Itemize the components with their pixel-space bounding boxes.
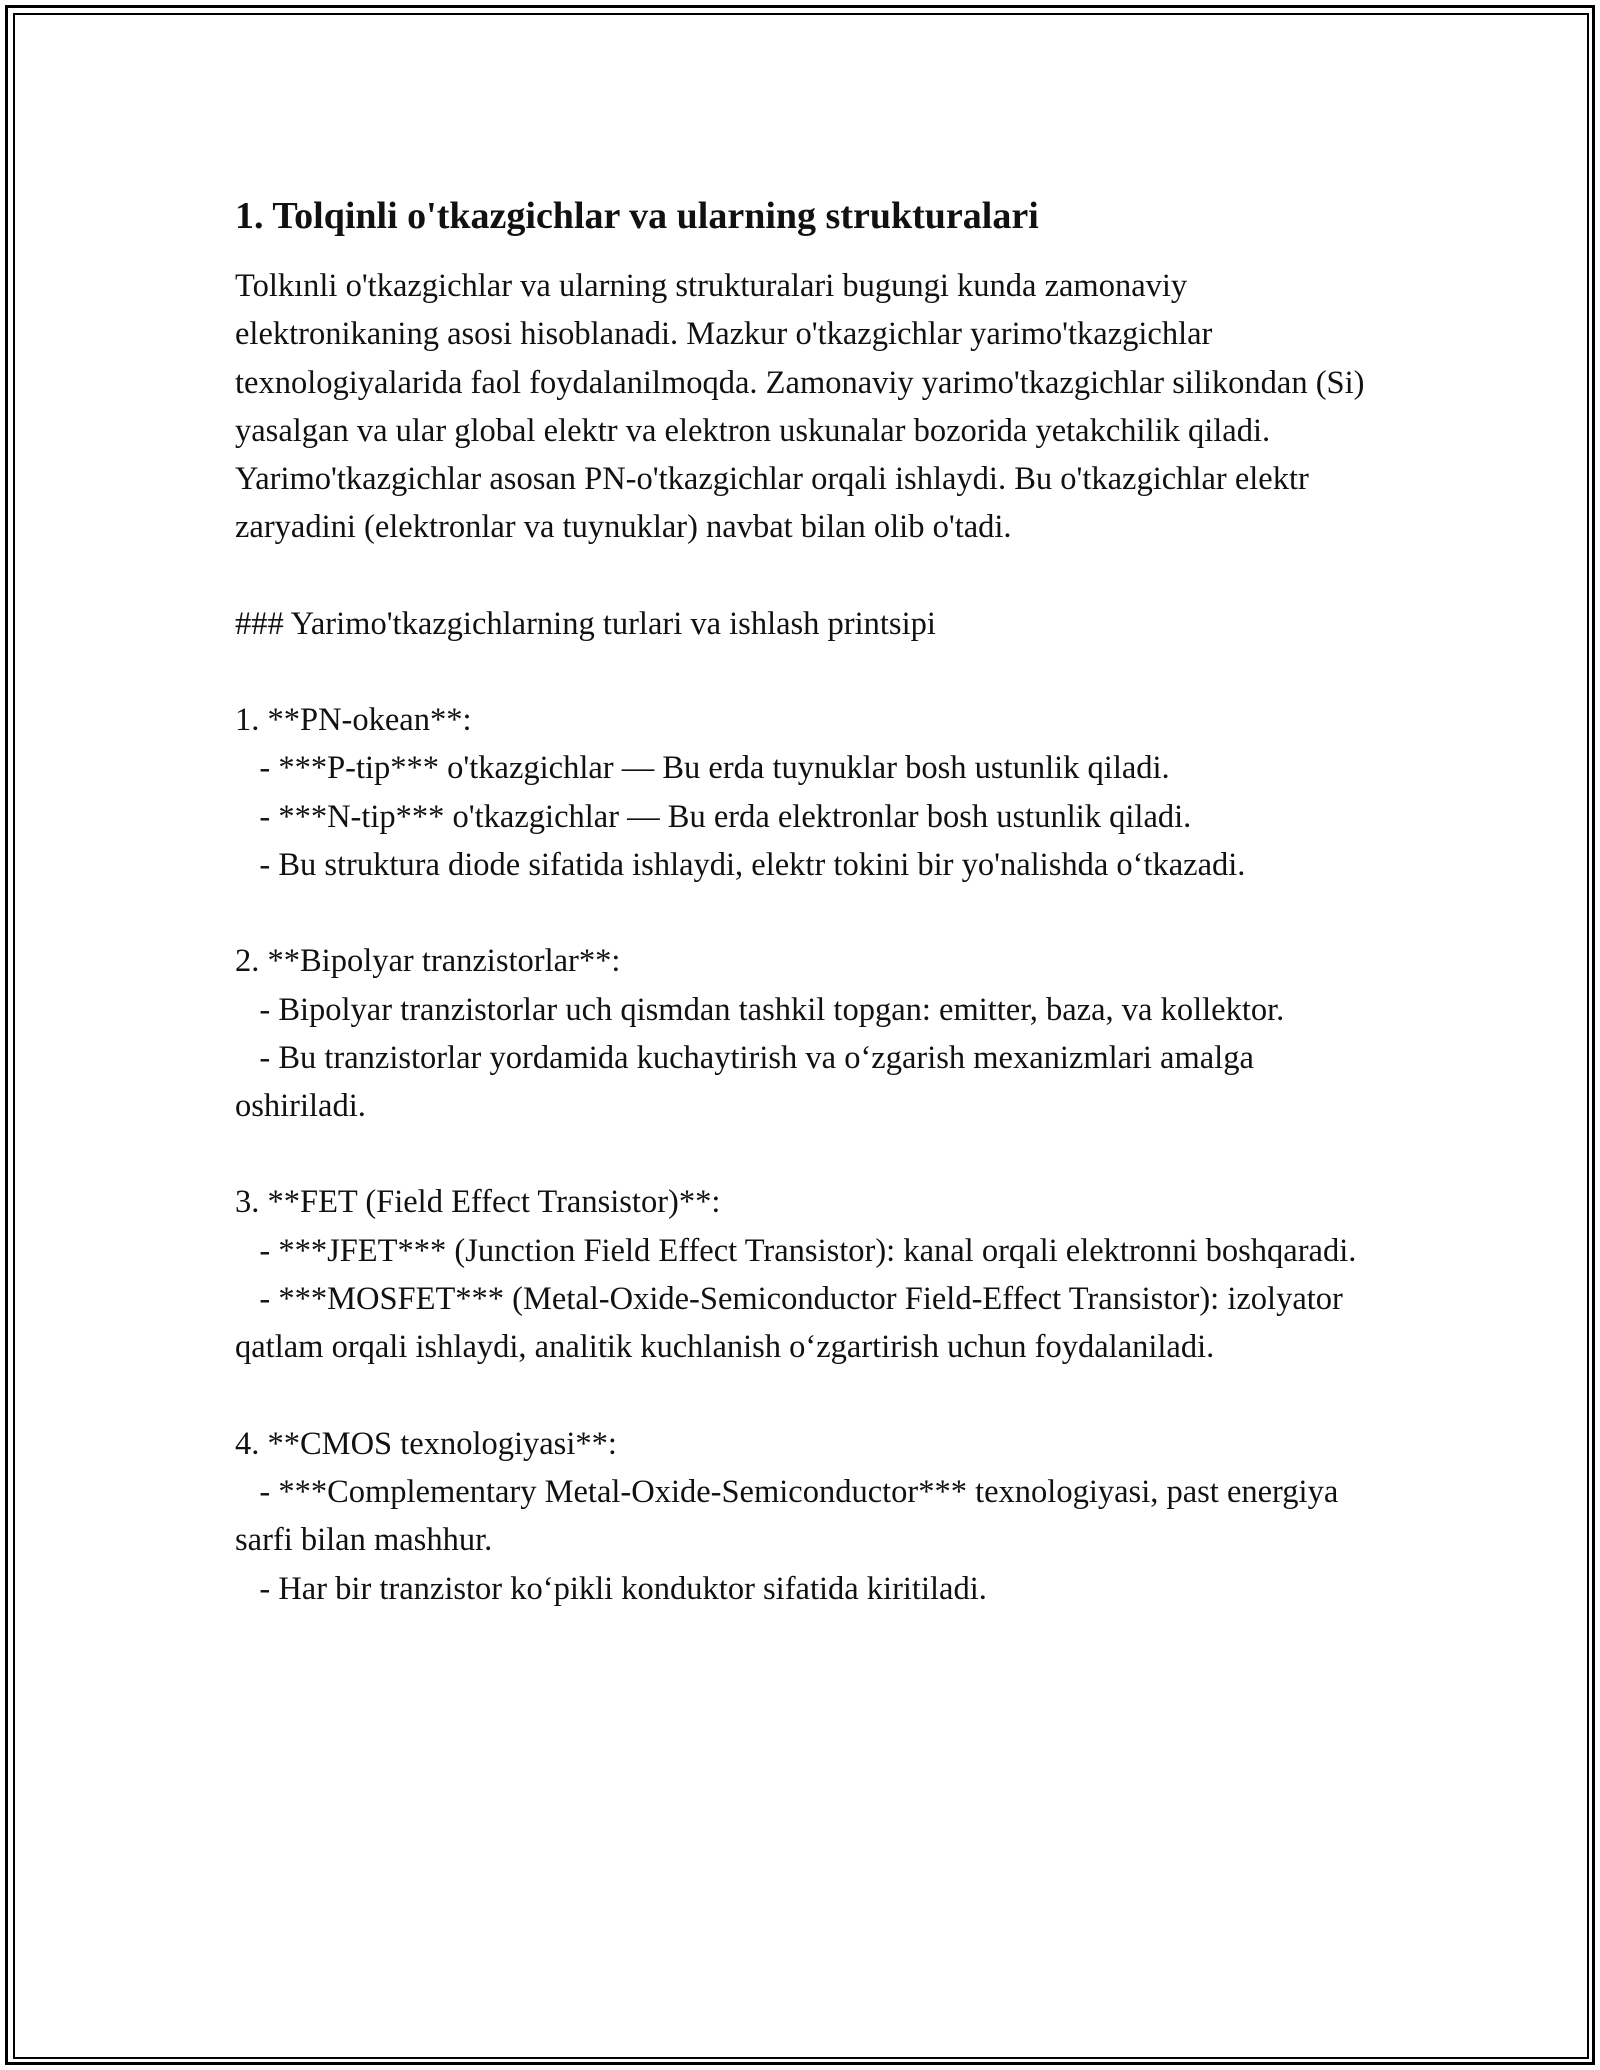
section-title: 4. **CMOS texnologiyasi**: [235, 1425, 617, 1462]
intro-paragraph: Tolkınli o'tkazgichlar va ularning strukturalari bugungi kunda zamonaviy elektronikaning asosi hisoblanadi. Mazkur o'tkazgichlar yarimo'tkazgichlar texnologiyalarida faol foydalanilmoqda. Zamonaviy yarimo'tkazgichlar silikondan (Si) yasalgan va ular global elektr va elektron uskunalar bozorida yetakchilik qiladi. Yarimo'tkazgichlar asosan PN-o'tkazgichlar orqali ishlaydi. Bu o'tkazgichlar elektr zaryadini (elektronlar va tuynuklar) navbat bilan olib o'tadi. [235, 268, 1365, 546]
section-title: 2. **Bipolyar tranzistorlar**: [235, 943, 621, 980]
list-item: - ***P-tip*** o'tkazgichlar — Bu erda tuynuklar bosh ustunlik qiladi. [235, 750, 1170, 787]
list-item: - Har bir tranzistor ko‘pikli konduktor sifatida kiritiladi. [235, 1570, 987, 1607]
section-cmos [235, 1420, 1365, 1613]
list-item: - ***Complementary Metal-Oxide-Semiconductor*** texnologiyasi, past energiya sarfi bilan mashhur. [235, 1473, 1347, 1559]
section-fet [235, 1178, 1365, 1371]
section-title: 1. **PN-okean**: [235, 702, 472, 739]
page-title: 1. Tolqinli o'tkazgichlar va ularning strukturalari [235, 195, 1039, 237]
section-bipolar [235, 937, 1365, 1130]
list-item: - ***MOSFET*** (Metal-Oxide-Semiconductor Field-Effect Transistor): izolyator qatlam orqali ishlaydi, analitik kuchlanish o‘zgartirish uchun foydalaniladi. [235, 1281, 1351, 1366]
section-title: 3. **FET (Field Effect Transistor)**: [235, 1184, 721, 1221]
list-item: - ***JFET*** (Junction Field Effect Transistor): kanal orqali elektronni boshqaradi. [235, 1232, 1357, 1269]
list-item: - Bipolyar tranzistorlar uch qismdan tashkil topgan: emitter, baza, va kollektor. [235, 991, 1285, 1028]
document-body [235, 190, 1365, 1613]
section-subheading: ### Yarimo'tkazgichlarning turlari va ishlash printsipi [235, 605, 936, 642]
section-pn [235, 696, 1365, 889]
list-item: - Bu struktura diode sifatida ishlaydi, elektr tokini bir yo'nalishda o‘tkazadi. [235, 846, 1246, 883]
list-item: - Bu tranzistorlar yordamida kuchaytirish va o‘zgarish mexanizmlari amalga oshiriladi. [235, 1039, 1263, 1125]
list-item: - ***N-tip*** o'tkazgichlar — Bu erda elektronlar bosh ustunlik qiladi. [235, 798, 1192, 835]
